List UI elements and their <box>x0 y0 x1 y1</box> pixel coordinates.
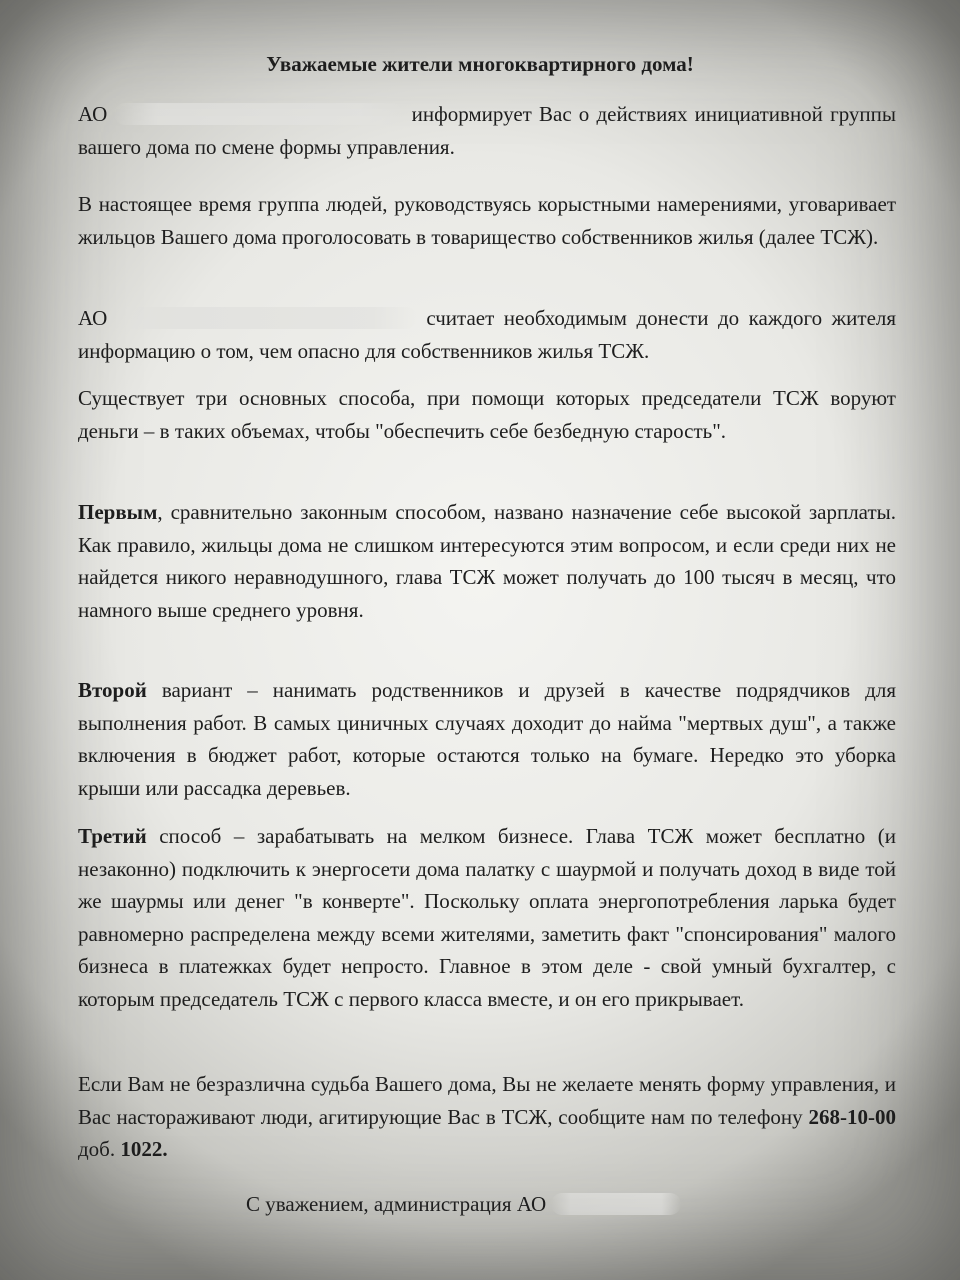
extension-label: доб. <box>78 1137 121 1161</box>
company-prefix: АО <box>78 306 108 330</box>
intro-first-line: информирует Вас о действиях инициативной <box>411 102 823 126</box>
paragraph-first-method <box>78 496 896 626</box>
redacted-company-name <box>114 103 404 125</box>
necessity-rest: жителя информацию о том, чем опасно для собственников жилья ТСЖ. <box>78 306 897 363</box>
redacted-company-name <box>117 307 417 329</box>
paragraph-second-method <box>78 674 896 804</box>
paragraph-intro <box>78 98 896 163</box>
paragraph-three-methods: Существует три основных способа, при помощи которых председатели ТСЖ воруют деньги – в таких объемах, чтобы "обеспечить себе безбедную старость". <box>78 386 896 443</box>
document-title: Уважаемые жители многоквартирного дома! <box>266 52 694 76</box>
first-method-text: , сравнительно законным способом, названо назначение себе высокой зарплаты. Как правило, жильцы дома не слишком интересуются этим вопросом, и если среди них не найдется никого неравнодушного, глава ТСЖ может получать до 100 тысяч в месяц, что намного выше среднего уровня. <box>78 500 896 622</box>
paragraph-necessity <box>78 302 896 367</box>
phone-number: 268-10-00 <box>808 1104 896 1129</box>
signature-text: С уважением, администрация АО <box>246 1192 547 1216</box>
intro-rest: группы вашего дома по смене формы управления. <box>78 102 897 159</box>
paragraph-current-situation: В настоящее время группа людей, руководствуясь корыстными намерениями, уговаривает жильцов Вашего дома проголосовать в товарищество собственников жилья (далее ТСЖ). <box>78 192 896 249</box>
signature-line <box>246 1192 681 1217</box>
contact-text: Если Вам не безразлична судьба Вашего дома, Вы не желаете менять форму управления, и Вас настораживают люди, агитирующие Вас в ТСЖ, сообщите нам по телефону <box>78 1072 896 1129</box>
first-method-label: Первым <box>78 500 158 524</box>
extension-number: 1022. <box>120 1137 168 1161</box>
paragraph-contact <box>78 1068 896 1166</box>
third-method-label: Третий <box>78 824 147 848</box>
company-prefix: АО <box>78 102 108 126</box>
paragraph-third-method <box>78 820 896 1015</box>
second-method-text: вариант – нанимать родственников и друзей в качестве подрядчиков для выполнения работ. В самых циничных случаях доходит до найма "мертвых душ", а также включения в бюджет работ, которые остаются только на бумаге. Нередко это уборка крыши или рассадка деревьев. <box>78 678 896 800</box>
redacted-company-name <box>551 1193 681 1215</box>
second-method-label: Второй <box>78 678 147 702</box>
necessity-first-line: считает необходимым донести до каждого <box>426 306 823 330</box>
third-method-text: способ – зарабатывать на мелком бизнесе. Глава ТСЖ может бесплатно (и незаконно) подключить к энергосети дома палатку с шаурмой и получать доход в виде той же шаурмы или денег "в конверте". Поскольку оплата энергопотребления ларька будет равномерно распределена между всеми жителями, заметить факт "спонсирования" малого бизнеса в платежках будет непросто. Главное в этом деле - свой умный бухгалтер, с которым председатель ТСЖ с первого класса вместе, и он его прикрывает. <box>78 824 896 1011</box>
